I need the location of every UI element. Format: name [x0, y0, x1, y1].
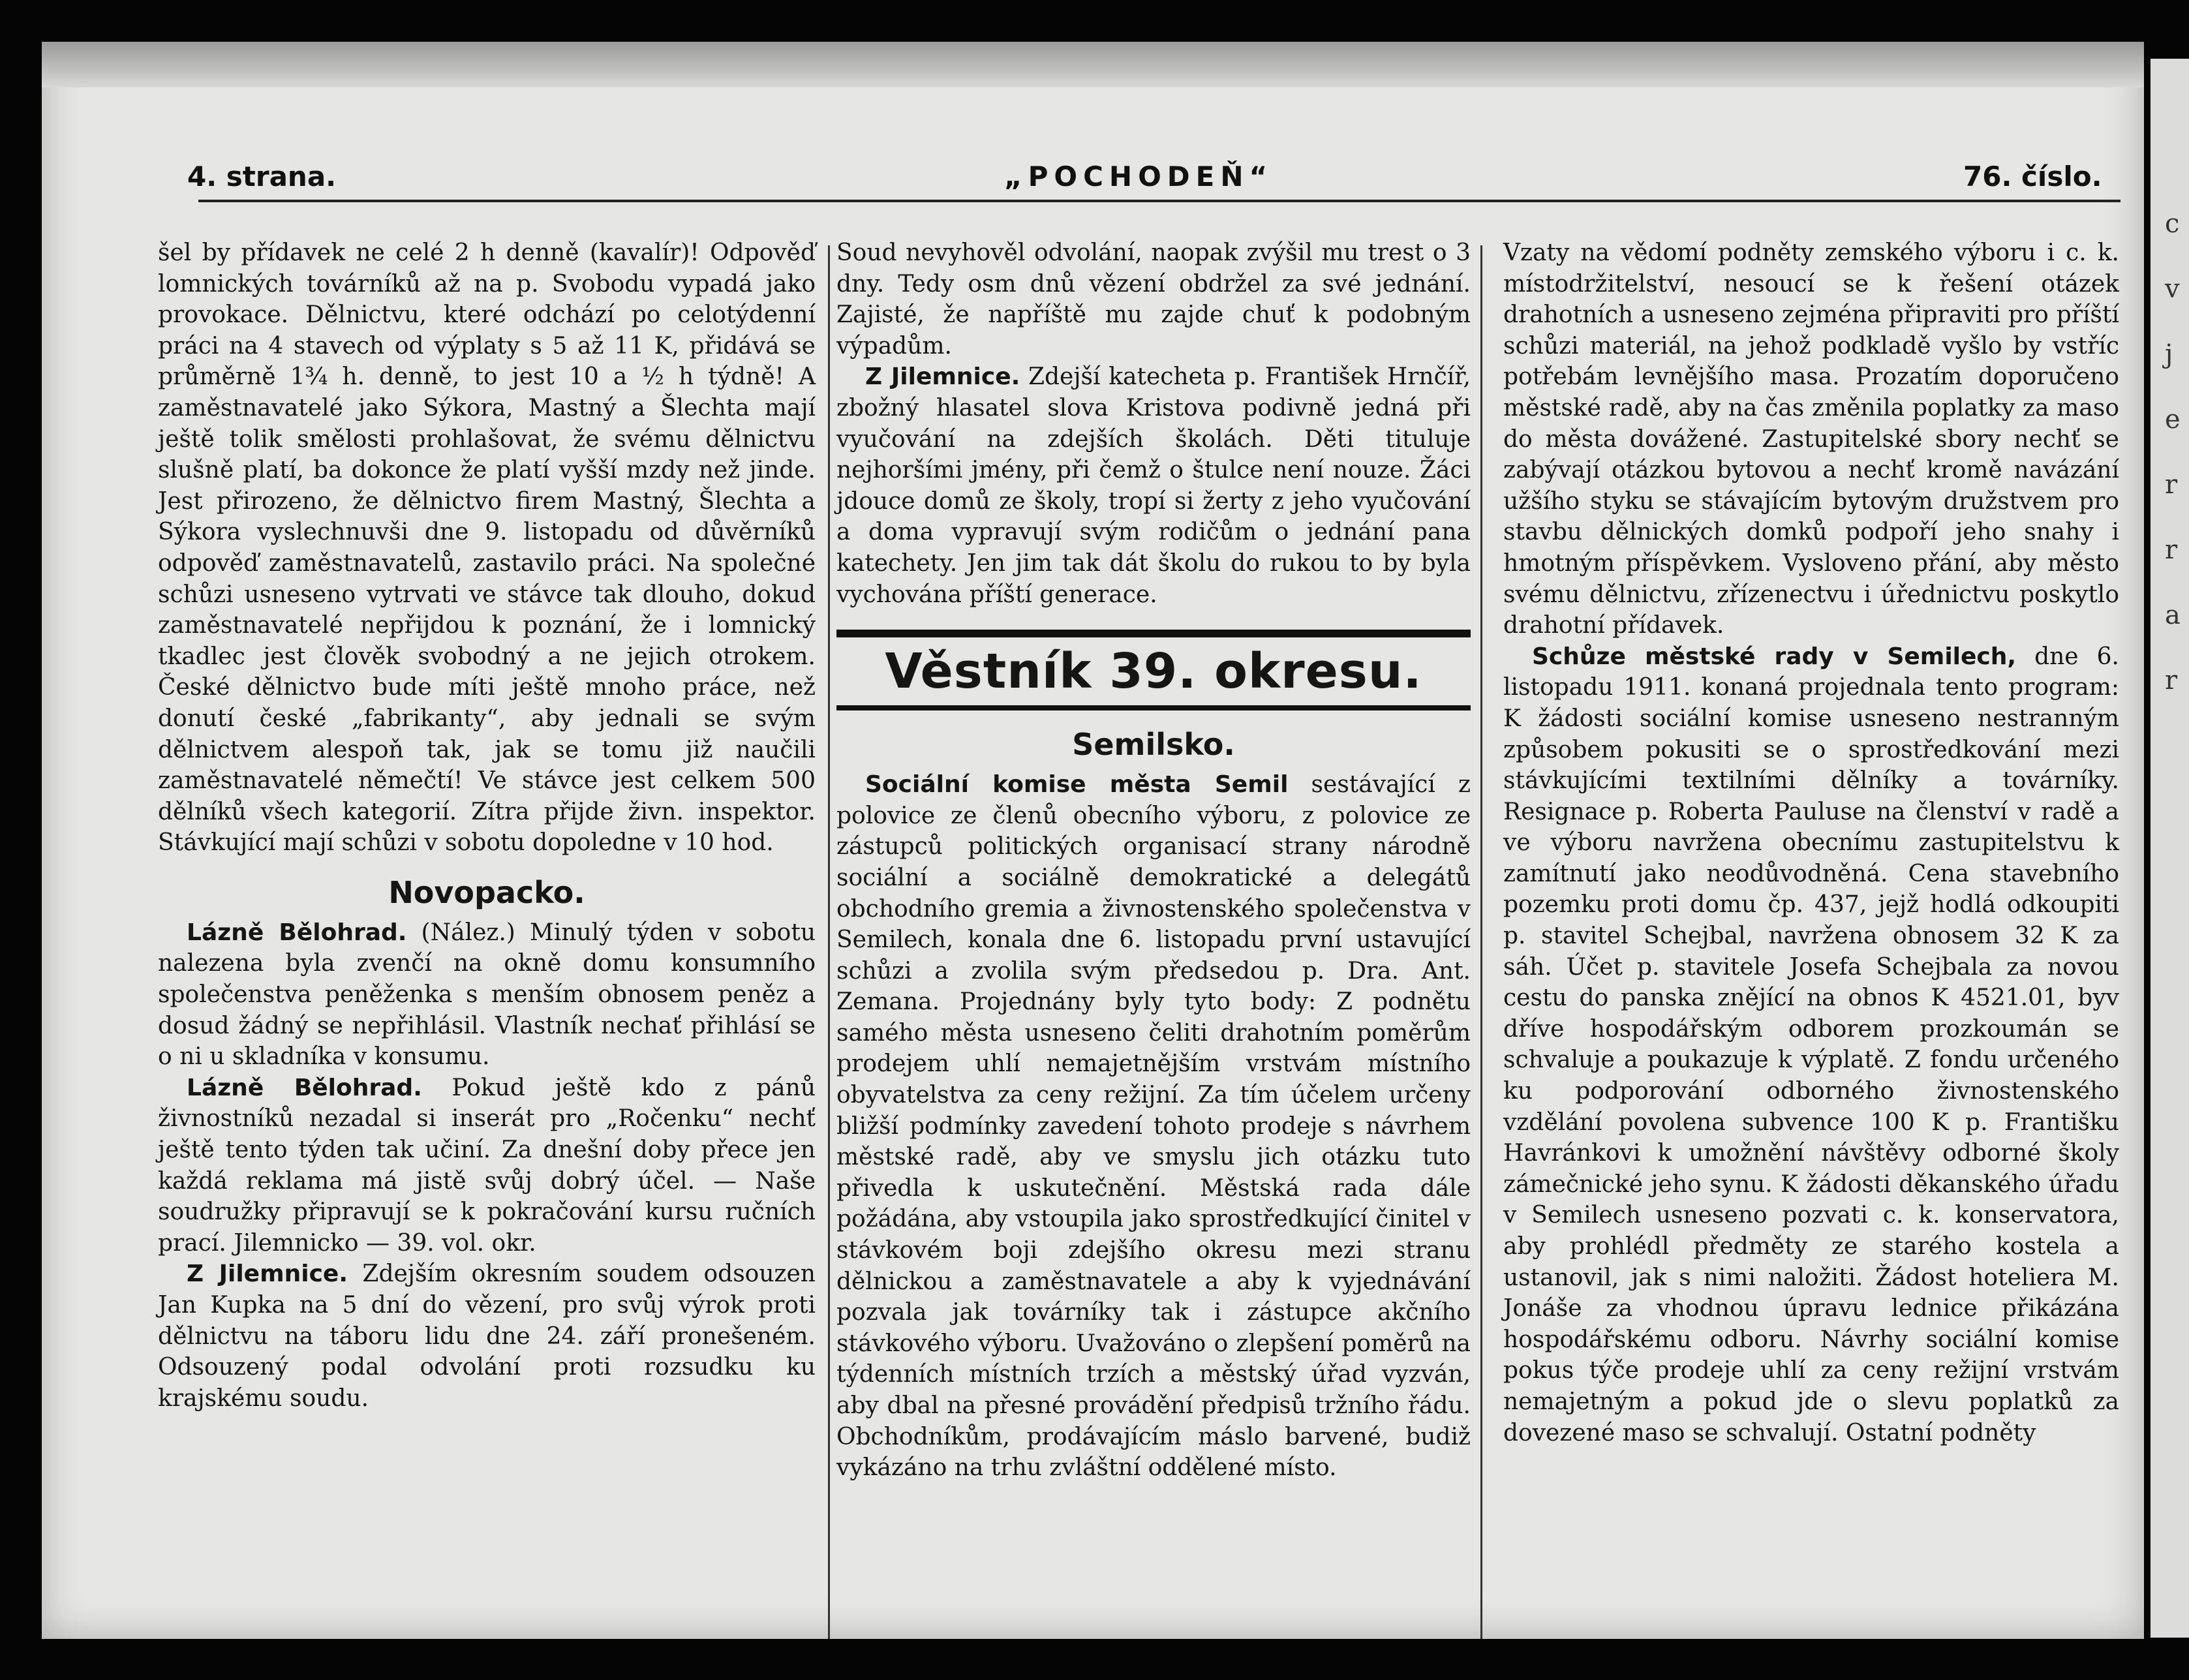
column-rule-1	[828, 245, 830, 1639]
article-text: Soud nevyhověl odvolání, naopak zvýšil mu trest o 3 dny. Tedy osm dnů vězení obdržel za své jednání. Zajisté, že napříště mu zajde chuť k podobným výpadům.	[836, 239, 1471, 359]
article-paragraph	[158, 1259, 816, 1414]
article-paragraph	[158, 917, 816, 1073]
article-text: šel by přídavek ne celé 2 h denně (kavalír)! Odpověď lomnických továrníků až na p. Svobodu vypadá jako provokace. Dělnictvu, které odchází po celotýdenní práci na 4 stavech od výplaty s 5 až 11 K, přidává se průměrně 1¾ h. denně, to jest 10 a ½ h týdně! A zaměstnavatelé jako Sýkora, Mastný a Šlechta mají ještě tolik smělosti prohlašovat, že svému dělnictvu slušně platí, ba dokonce že platí vyšší mzdy než jinde. Jest přirozeno, že dělnictvo firem Mastný, Šlechta a Sýkora vyslechnuvši dne 9. listopadu od důvěrníků odpověď zaměstnavatelů, zastavilo práci. Na společné schůzi usneseno vytrvati ve stávce tak dlouho, dokud zaměstnavatelé nepřijdou k poznání, že i lomnický tkadlec jest člověk svobodný a ne jejich otrokem. České dělnictvo bude míti ještě mnoho práce, než donutí české „fabrikanty“, aby jednali se svým dělnictvem alespoň tak, jak se tomu již naučili zaměstnavatelé němečtí! Ve stávce jest celkem 500 dělníků všech kategorií. Zítra přijde živn. inspektor. Stávkující mají schůzi v sobotu dopoledne v 10 hod.	[158, 239, 816, 857]
edge-letter: v	[2165, 274, 2180, 304]
edge-letter: j	[2165, 339, 2173, 369]
district-bulletin-title: Věstník 39. okresu.	[836, 630, 1471, 710]
article-text: dne 6. listopadu 1911. konaná projednala tento program: K žádosti sociální komise usneseno nestranným způsobem pokusiti se o sprostředkování mezi stávkujícími textilními dělníky a továrníky. Resignace p. Roberta Pauluse na členství v radě a ve výboru navržena obecnímu zastupitelstvu k zamítnutí jako neodůvodněná. Cena stavebního pozemku proti domu čp. 437, jejž hodlá odkoupiti p. stavitel Schejbal, navržena obnosem 32 K za sáh. Účet p. stavitele Josefa Schejbala za novou cestu do panska znějící na obnos K 4521.01, byv dříve hospodářským odborem prozkoumán se schvaluje a poukazuje k výplatě. Z fondu určeného ku podporování odborného živnostenského vzdělání povolena subvence 100 K p. Františku Havránkovi k umožnění návštěvy odborné školy zámečnické jeho synu. K žádosti děkanského úřadu v Semilech usneseno pozvati c. k. konservatora, aby prohlédl předměty ze starého kostela a ustanovil, jak s nimi naložiti. Žádost hoteliera M. Jonáše za vhodnou úpravu lednice přikázána hospodářskému odboru. Návrhy sociální komise pokus týče prodeje uhlí za ceny režijní vrstvám nemajetným a pokud jde o slevu poplatků za dovezené maso se schvalují. Ostatní podněty	[1503, 643, 2119, 1446]
newspaper-page	[42, 42, 2144, 1639]
edge-letter: r	[2165, 470, 2178, 500]
page-number: 4. strana.	[187, 160, 337, 192]
adjacent-page-edge	[2151, 59, 2189, 1638]
article-text: Vzaty na vědomí podněty zemského výboru i c. k. místodržitelství, nesoucí se k řešení otázek drahotních a usneseno zejména připraviti pro příští schůzi materiál, na jehož podkladě vyšlo by vstříc potřebám levnějšího masa. Prozatím doporučeno městské radě, aby na čas změnila poplatky za maso do města dovážené. Zastupitelské sbory nechť se zabývají otázkou bytovou a nechť kromě navázání užšího styku se stávajícím bytovým družstvem pro stavbu dělnických domků podpoří jeho snahy i hmotným příspěvkem. Vysloveno přání, aby město svému dělnictvu, zřízenectvu i úřednictvu poskytlo drahotní přídavek.	[1503, 239, 2119, 639]
edge-letter: r	[2165, 535, 2178, 565]
article-paragraph	[836, 237, 1471, 361]
article-text: (Nález.) Minulý týden v sobotu nalezena byla zvenčí na okně domu konsumního společenstva peněženka s menším obnosem peněz a dosud žádný se nepřihlásil. Vlastník nechať přihlásí se o ni u skladníka v konsumu.	[158, 919, 816, 1071]
column-3	[1503, 237, 2119, 1448]
column-rule-2	[1480, 245, 1482, 1639]
article-text: sestávající z polovice ze členů obecního výboru, z polovice ze zástupců politických organisací strany národně sociální a sociálně demokratické a delegátů obchodního gremia a živnostenského společenstva v Semilech, konala dne 6. listopadu první ustavující schůzi a zvolila svým předsedou p. Dra. Ant. Zemana. Projednány byly tyto body: Z podnětu samého města usneseno čeliti drahotním poměrům prodejem uhlí nemajetnějším vrstvám místního obyvatelstva za ceny režijní. Za tím účelem určeny bližší podmínky zavedení tohoto prodeje s návrhem městské radě, aby ve smyslu jich otázku tuto přivedla k uskutečnění. Městská rada dále požádána, aby vstoupila jako sprostředkující činitel v stávkovém boji zdejšího okresu mezi stranu dělnickou a zaměstnavatele a aby k vyjednávání pozvala jak továrníky tak i zástupce akčního stávkového výboru. Uvažováno o zlepšení poměrů na týdenních místních trzích a městský úřad vyzván, aby dbal na přesné provádění předpisů tržního řádu. Obchodníkům, prodávajícím máslo barvené, budiž vykázáno na trhu zvláštní oddělené místo.	[836, 771, 1471, 1482]
section-heading: Semilsko.	[1072, 727, 1235, 763]
edge-letter: c	[2165, 209, 2180, 239]
edge-letter: a	[2165, 600, 2181, 630]
article-text: Zdejší katecheta p. František Hrnčíř, zbožný hlasatel slova Kristova podivně jedná při vyučování na zdejších školách. Děti tituluje nejhoršími jmény, při čemž o štulce není nouze. Žáci jdouce domů ze školy, tropí si žerty z jeho vyučování a doma vypravují svým rodičům o jednání pana katechety. Jen jim tak dát školu do rukou to by byla vychována příští generace.	[836, 363, 1471, 608]
article-paragraph	[158, 237, 816, 859]
article-lead: Schůze městské rady v Semilech,	[1532, 643, 2017, 670]
edge-letter: e	[2165, 405, 2181, 435]
article-lead: Z Jilemnice.	[187, 1260, 348, 1288]
article-lead: Lázně Bělohrad.	[187, 919, 407, 946]
article-text: Pokud ještě kdo z pánů živnostníků nezadal si inserát pro „Ročenku“ nechť ještě tento týden tak učiní. Za dnešní doby přece jen každá reklama má jistě svůj dobrý účel. — Naše soudružky připravují se k pokračování kursu ručních prací. Jilemnicko — 39. vol. okr.	[158, 1074, 816, 1257]
column-2	[836, 237, 1471, 1484]
article-paragraph	[836, 361, 1471, 610]
article-lead: Z Jilemnice.	[865, 363, 1020, 391]
article-paragraph	[1503, 641, 2119, 1448]
article-paragraph	[158, 1073, 816, 1259]
issue-number: 76. číslo.	[1963, 160, 2102, 192]
column-1	[158, 237, 816, 1414]
article-paragraph	[1503, 237, 2119, 641]
section-heading: Novopacko.	[388, 874, 585, 910]
newspaper-title: „POCHODEŇ“	[1004, 160, 1274, 192]
article-paragraph	[836, 769, 1471, 1484]
edge-letter: r	[2165, 665, 2178, 695]
header-rule	[198, 200, 2120, 202]
article-lead: Sociální komise města Semil	[865, 771, 1289, 799]
article-text: Zdejším okresním soudem odsouzen Jan Kupka na 5 dní do vězení, pro svůj výrok proti dělnictvu na táboru lidu dne 24. září pronešeném. Odsouzený podal odvolání proti rozsudku ku krajskému soudu.	[158, 1260, 816, 1412]
article-lead: Lázně Bělohrad.	[187, 1074, 422, 1101]
